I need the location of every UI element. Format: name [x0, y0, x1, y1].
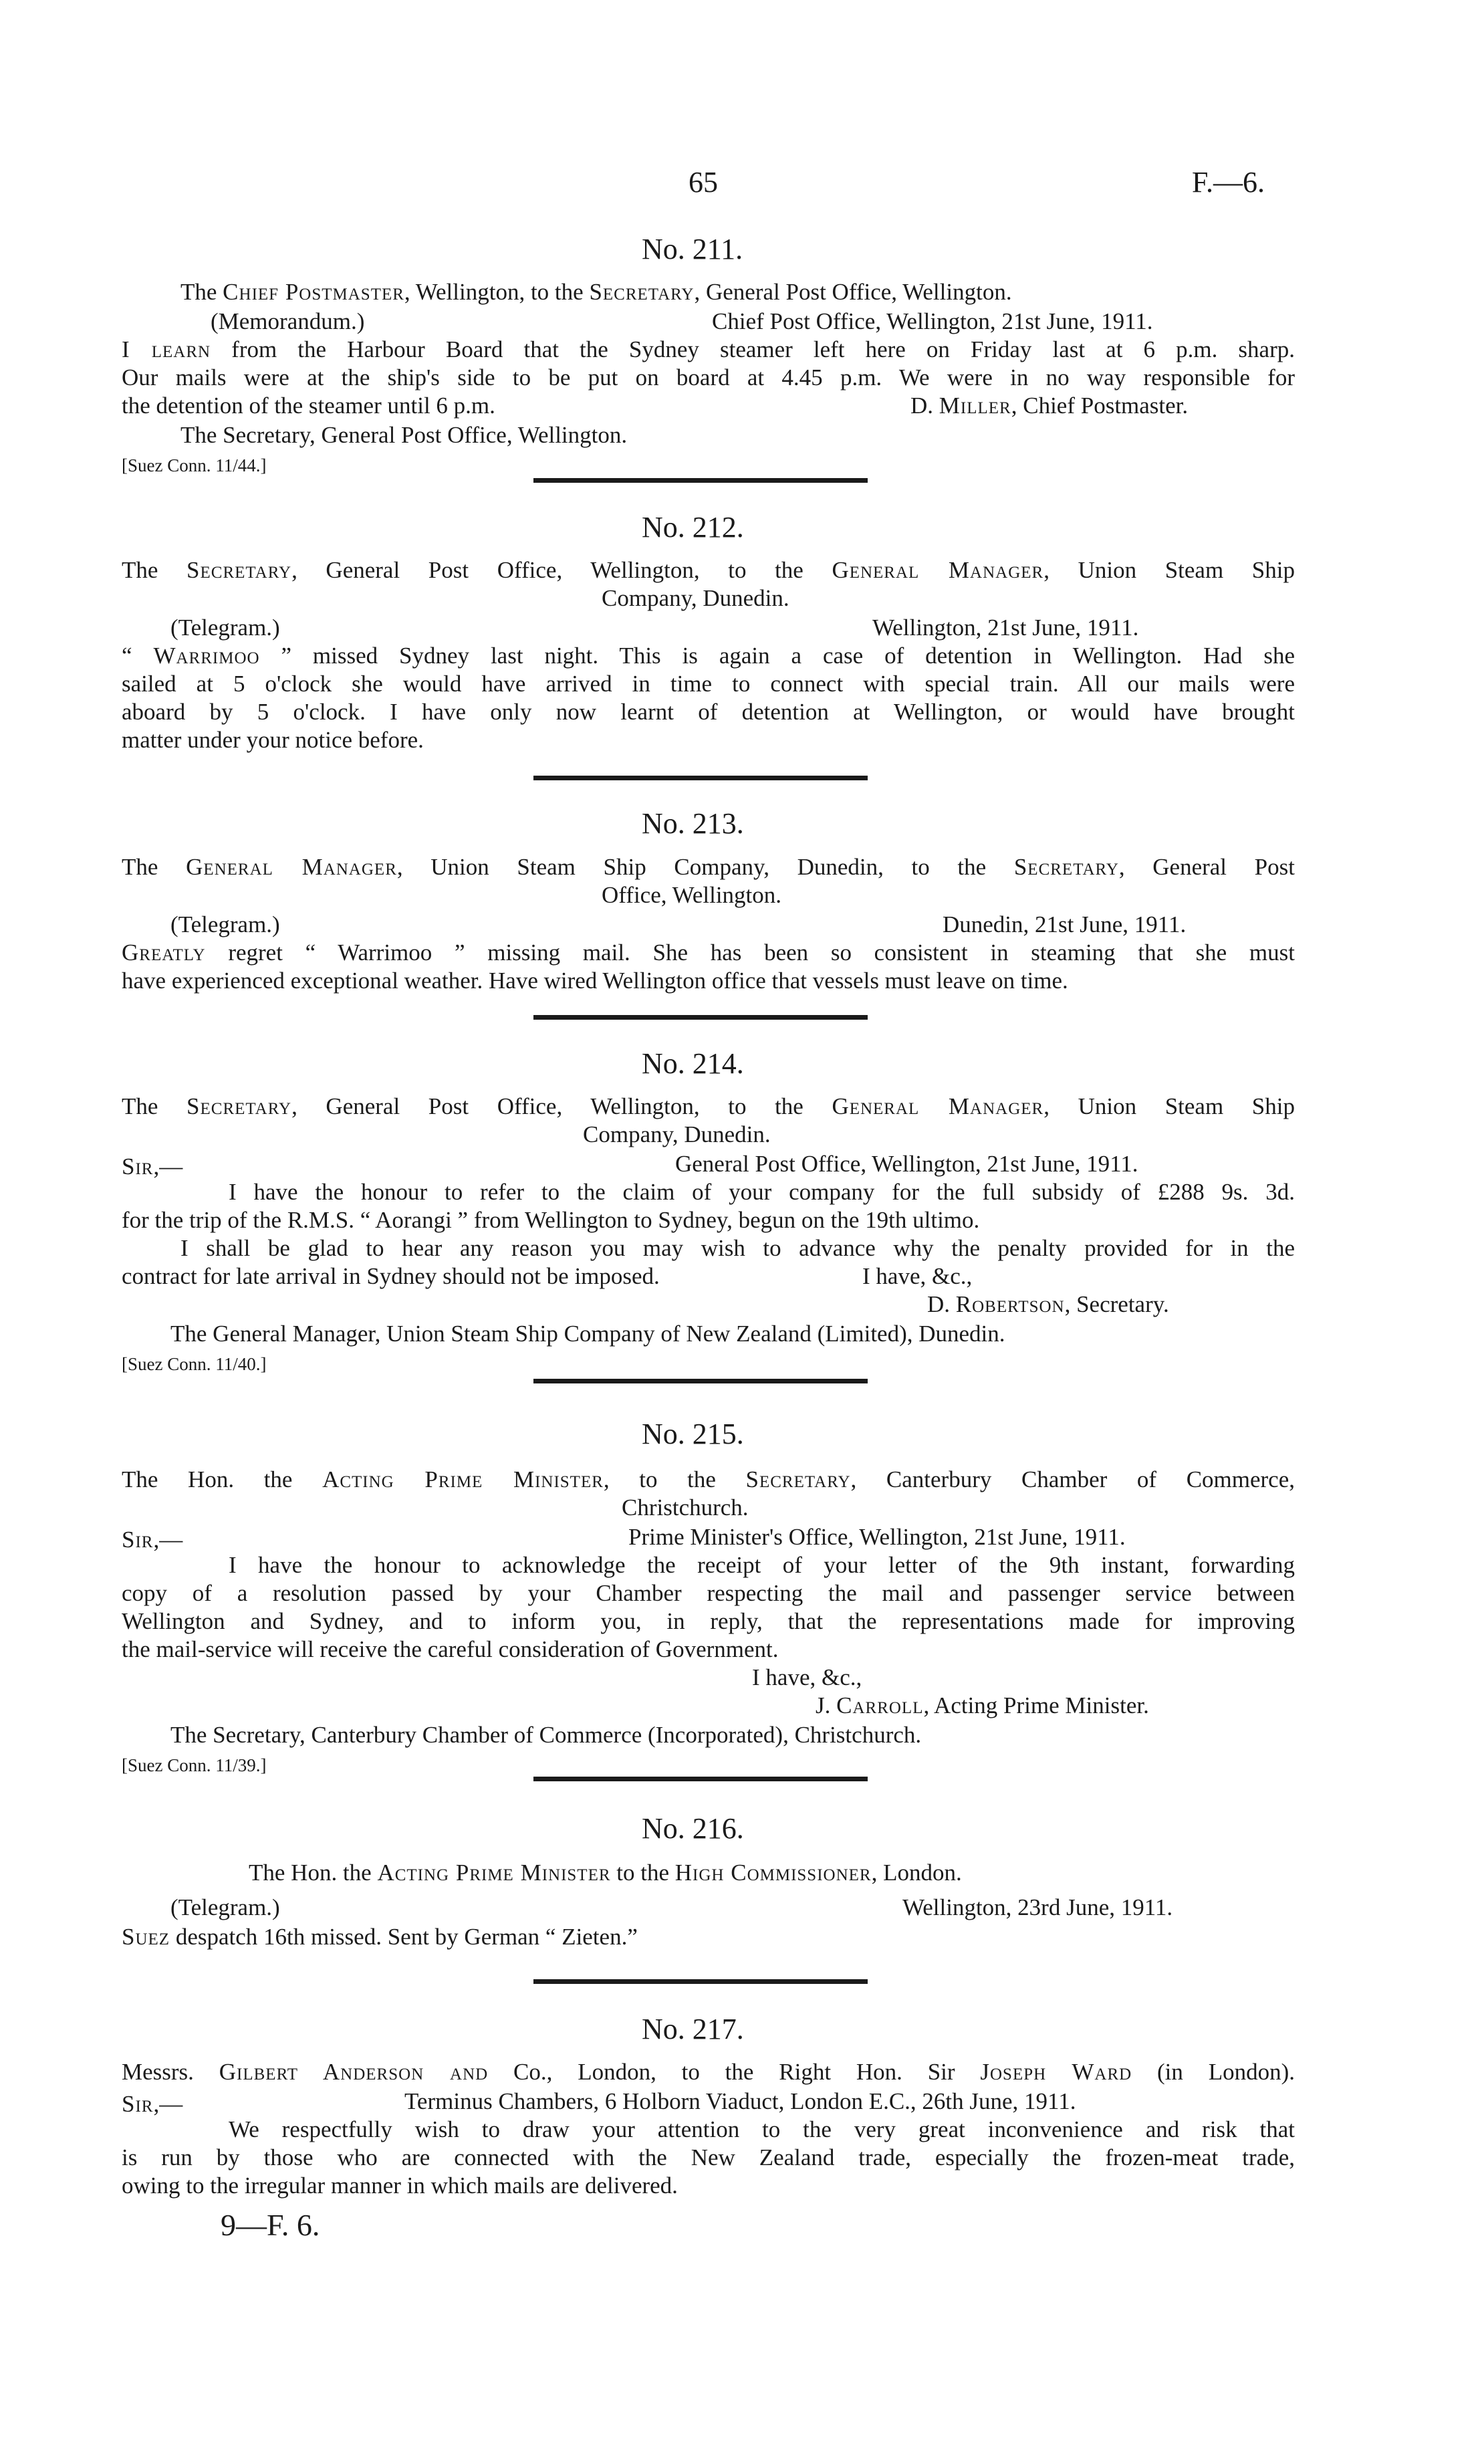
item-215-place-date: Prime Minister's Office, Wellington, 21st June, 1911.: [628, 1524, 1126, 1550]
item-215-signature: J. Carroll, Acting Prime Minister.: [816, 1692, 1149, 1718]
item-215-body-line: the mail-service will receive the careful consideration of Government.: [122, 1636, 779, 1662]
item-212-heading: The Secretary, General Post Office, Wellington, to the General Manager, Union Steam Ship: [122, 557, 1295, 583]
item-212-heading-cont: Company, Dunedin.: [602, 585, 789, 611]
item-216-body-line: Suez despatch 16th missed. Sent by German “ Zieten.”: [122, 1924, 638, 1950]
item-number-217: No. 217.: [642, 2013, 744, 2045]
item-213-kind: (Telegram.): [170, 911, 280, 937]
item-211-addressee: The Secretary, General Post Office, Wellington.: [180, 422, 628, 448]
section-divider: [533, 1015, 868, 1020]
item-212-body-line: aboard by 5 o'clock. I have only now learnt of detention at Wellington, or would have brought: [122, 699, 1295, 725]
item-213-heading-cont: Office, Wellington.: [602, 882, 782, 908]
item-215-body-line: Wellington and Sydney, and to inform you, in reply, that the representations made for improving: [122, 1608, 1295, 1634]
item-217-place-date: Terminus Chambers, 6 Holborn Viaduct, London E.C., 26th June, 1911.: [404, 2088, 1076, 2114]
item-215-closing: I have, &c.,: [752, 1664, 862, 1690]
item-214-file-reference: [Suez Conn. 11/40.]: [122, 1354, 267, 1374]
item-215-file-reference: [Suez Conn. 11/39.]: [122, 1755, 267, 1775]
item-216-place-date: Wellington, 23rd June, 1911.: [902, 1894, 1173, 1920]
section-divider: [533, 776, 868, 780]
item-number-212: No. 212.: [642, 511, 744, 544]
item-217-body-line: owing to the irregular manner in which mails are delivered.: [122, 2172, 678, 2199]
item-214-closing: I have, &c.,: [862, 1263, 973, 1289]
item-216-heading: The Hon. the Acting Prime Minister to the High Commissioner, London.: [249, 1860, 962, 1886]
item-211-body-line: Our mails were at the ship's side to be put on board at 4.45 p.m. We were in no way responsible for: [122, 364, 1295, 390]
page-number: 65: [689, 166, 718, 199]
signature-mark: 9—F. 6.: [221, 2208, 320, 2242]
item-211-signature: D. Miller, Chief Postmaster.: [910, 393, 1189, 419]
item-214-signature: D. Robertson, Secretary.: [927, 1291, 1169, 1317]
section-divider: [533, 478, 868, 483]
item-212-body-line: matter under your notice before.: [122, 727, 424, 753]
section-divider: [533, 1379, 868, 1383]
item-212-kind: (Telegram.): [170, 614, 280, 641]
item-number-215: No. 215.: [642, 1418, 744, 1450]
item-211-body-line: I learn from the Harbour Board that the Sydney steamer left here on Friday last at 6 p.m. sharp.: [122, 336, 1295, 362]
item-211-kind: (Memorandum.): [211, 308, 365, 334]
item-number-216: No. 216.: [642, 1812, 744, 1845]
item-214-body-line: I shall be glad to hear any reason you may wish to advance why the penalty provided for in the: [180, 1235, 1295, 1261]
item-211-place-date: Chief Post Office, Wellington, 21st June, 1911.: [712, 308, 1153, 334]
section-divider: [533, 1777, 868, 1781]
item-214-body-line: for the trip of the R.M.S. “ Aorangi ” from Wellington to Sydney, begun on the 19th ultimo.: [122, 1207, 980, 1233]
item-215-addressee: The Secretary, Canterbury Chamber of Commerce (Incorporated), Christchurch.: [170, 1722, 922, 1748]
item-212-body-line: sailed at 5 o'clock she would have arrived in time to connect with special train. All our mails were: [122, 671, 1295, 697]
item-215-salutation: Sir,—: [122, 1527, 183, 1553]
item-212-body-line: “ Warrimoo ” missed Sydney last night. This is again a case of detention in Wellington. Had she: [122, 643, 1295, 669]
item-214-body-line: I have the honour to refer to the claim of your company for the full subsidy of £288 9s. 3d.: [229, 1179, 1295, 1205]
section-divider: [533, 1979, 868, 1984]
document-reference: F.—6.: [1192, 166, 1265, 199]
item-214-salutation: Sir,—: [122, 1153, 183, 1180]
item-215-heading: The Hon. the Acting Prime Minister, to the Secretary, Canterbury Chamber of Commerce,: [122, 1466, 1295, 1492]
item-number-211: No. 211.: [642, 233, 743, 265]
item-213-heading: The General Manager, Union Steam Ship Company, Dunedin, to the Secretary, General Post: [122, 854, 1295, 880]
item-217-body-line: We respectfully wish to draw your attention to the very great inconvenience and risk that: [229, 2116, 1295, 2142]
item-213-body-line: have experienced exceptional weather. Have wired Wellington office that vessels must leave on time.: [122, 968, 1068, 994]
item-215-body-line: I have the honour to acknowledge the receipt of your letter of the 9th instant, forwarding: [229, 1552, 1295, 1578]
item-213-place-date: Dunedin, 21st June, 1911.: [943, 911, 1187, 937]
item-217-heading: Messrs. Gilbert Anderson and Co., London, to the Right Hon. Sir Joseph Ward (in London).: [122, 2059, 1295, 2085]
item-215-body-line: copy of a resolution passed by your Chamber respecting the mail and passenger service between: [122, 1580, 1295, 1606]
item-213-body-line: Greatly regret “ Warrimoo ” missing mail. She has been so consistent in steaming that she must: [122, 939, 1295, 966]
item-211-heading: The Chief Postmaster, Wellington, to the Secretary, General Post Office, Wellington.: [180, 279, 1012, 305]
item-214-addressee: The General Manager, Union Steam Ship Company of New Zealand (Limited), Dunedin.: [170, 1321, 1005, 1347]
item-214-place-date: General Post Office, Wellington, 21st June, 1911.: [675, 1151, 1138, 1177]
item-214-heading-cont: Company, Dunedin.: [583, 1121, 771, 1147]
item-211-body-line: the detention of the steamer until 6 p.m.: [122, 393, 495, 419]
item-216-kind: (Telegram.): [170, 1894, 280, 1920]
item-214-heading: The Secretary, General Post Office, Wellington, to the General Manager, Union Steam Ship: [122, 1093, 1295, 1119]
item-214-body-line: contract for late arrival in Sydney should not be imposed.: [122, 1263, 660, 1289]
item-217-salutation: Sir,—: [122, 2091, 183, 2117]
item-number-213: No. 213.: [642, 807, 744, 840]
item-215-heading-cont: Christchurch.: [622, 1494, 749, 1521]
item-211-file-reference: [Suez Conn. 11/44.]: [122, 455, 267, 475]
item-212-place-date: Wellington, 21st June, 1911.: [872, 614, 1139, 641]
item-number-214: No. 214.: [642, 1047, 744, 1080]
item-217-body-line: is run by those who are connected with the New Zealand trade, especially the frozen-meat trade,: [122, 2144, 1295, 2170]
